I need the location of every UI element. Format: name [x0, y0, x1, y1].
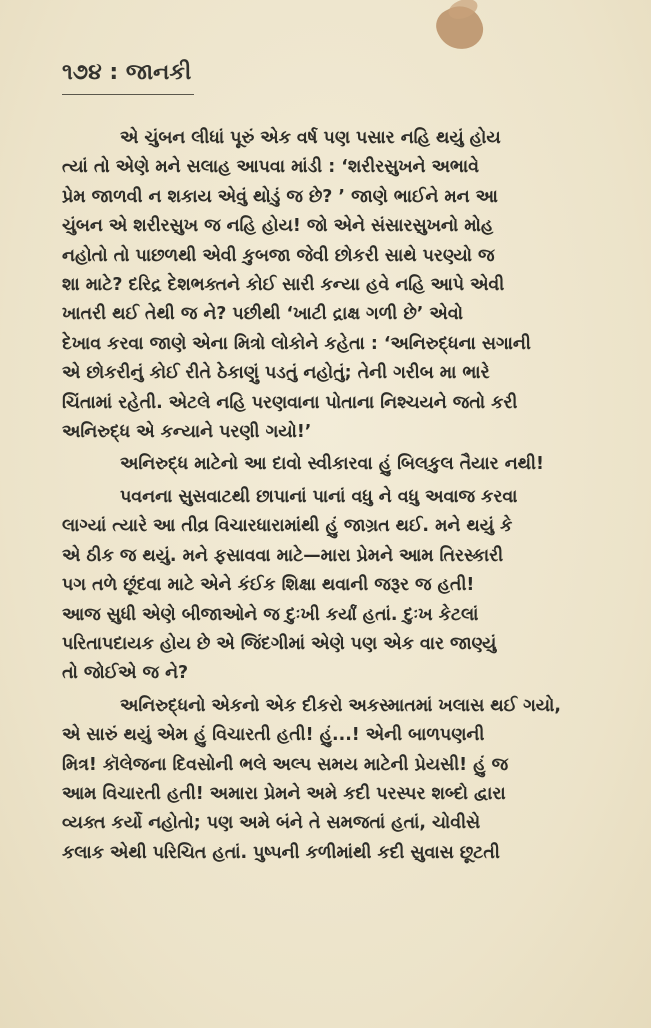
paragraph-1: એ ચુંબન લીધાં પૂરું એક વર્ષ પણ પસાર નહિ થયું હોય ત્યાં તો એણે મને સલાહ આપવા માંડી : ‘શરીરસુખને અભાવે પ્રેમ જાળવી ન શકાય એવું થોડું જ છે? ’ જાણે ભાઈને મન આ ચુંબન એ શરીરસુખ જ નહિ હોય! જો એને સંસારસુખનો મોહ નહોતો તો પાછળથી એવી કુબજા જેવી છોકરી સાથે પરણ્યો જ શા માટે? દરિદ્ર દેશભક્તને કોઈ સારી કન્યા હવે નહિ આપે એવી ખાતરી થઈ તેથી જ ને? પછીથી ‘ખાટી દ્રાક્ષ ગળી છે’ એવો દેખાવ કરવા જાણે એના મિત્રો લોકોને કહેતા : ‘અનિરુદ્ધના સગાની એ છોકરીનું કોઈ રીતે ઠેકાણું પડતું નહોતું; તેની ગરીબ મા ભારે ચિંતામાં રહેતી. એટલે નહિ પરણવાના પોતાના નિશ્ચયને જતો કરી અનિરુદ્ધ એ કન્યાને પરણી ગયો!’: [62, 128, 531, 443]
body-text: [62, 124, 610, 871]
paragraph-4: અનિરુદ્ધનો એકનો એક દીકરો અકસ્માતમાં ખલાસ થઈ ગયો, એ સારું થયું એમ હું વિચારતી હતી! હું...! એની બાળપણની મિત્ર! કૉલેજના દિવસોની ભલે અલ્પ સમય માટેની પ્રેયસી! હું જ આમ વિચારતી હતી! અમારા પ્રેમને અમે કદી પરસ્પર શબ્દો દ્વારા વ્યક્ત કર્યો નહોતો; પણ અમે બંને તે સમજતાં હતાં, ચોવીસે કલાક એથી પરિચિત હતાં. પુષ્પની કળીમાંથી કદી સુવાસ છૂટતી: [62, 695, 561, 863]
running-header: ૧૭૪ : જાનકી: [62, 60, 192, 85]
header-rule: [62, 94, 194, 95]
paragraph-3: પવનના સુસવાટથી છાપાનાં પાનાં વધુ ને વધુ અવાજ કરવા લાગ્યાં ત્યારે આ તીવ્ર વિચારધારામાંથી હું જાગ્રત થઈ. મને થયું કે એ ઠીક જ થયું. મને ફસાવવા માટે—મારા પ્રેમને આમ તિરસ્કારી પગ તળે છૂંદવા માટે એને કંઈક શિક્ષા થવાની જરૂર જ હતી! આજ સુધી એણે બીજાઓને જ દુઃખી કર્યાં હતાં. દુઃખ કેટલાં પરિતાપદાયક હોય છે એ જિંદગીમાં એણે પણ એક વાર જાણ્યું તો જોઈએ જ ને?: [62, 486, 518, 684]
paragraph-2: અનિરુદ્ધ માટેનો આ દાવો સ્વીકારવા હું બિલકુલ તૈયાર નથી!: [120, 454, 544, 475]
